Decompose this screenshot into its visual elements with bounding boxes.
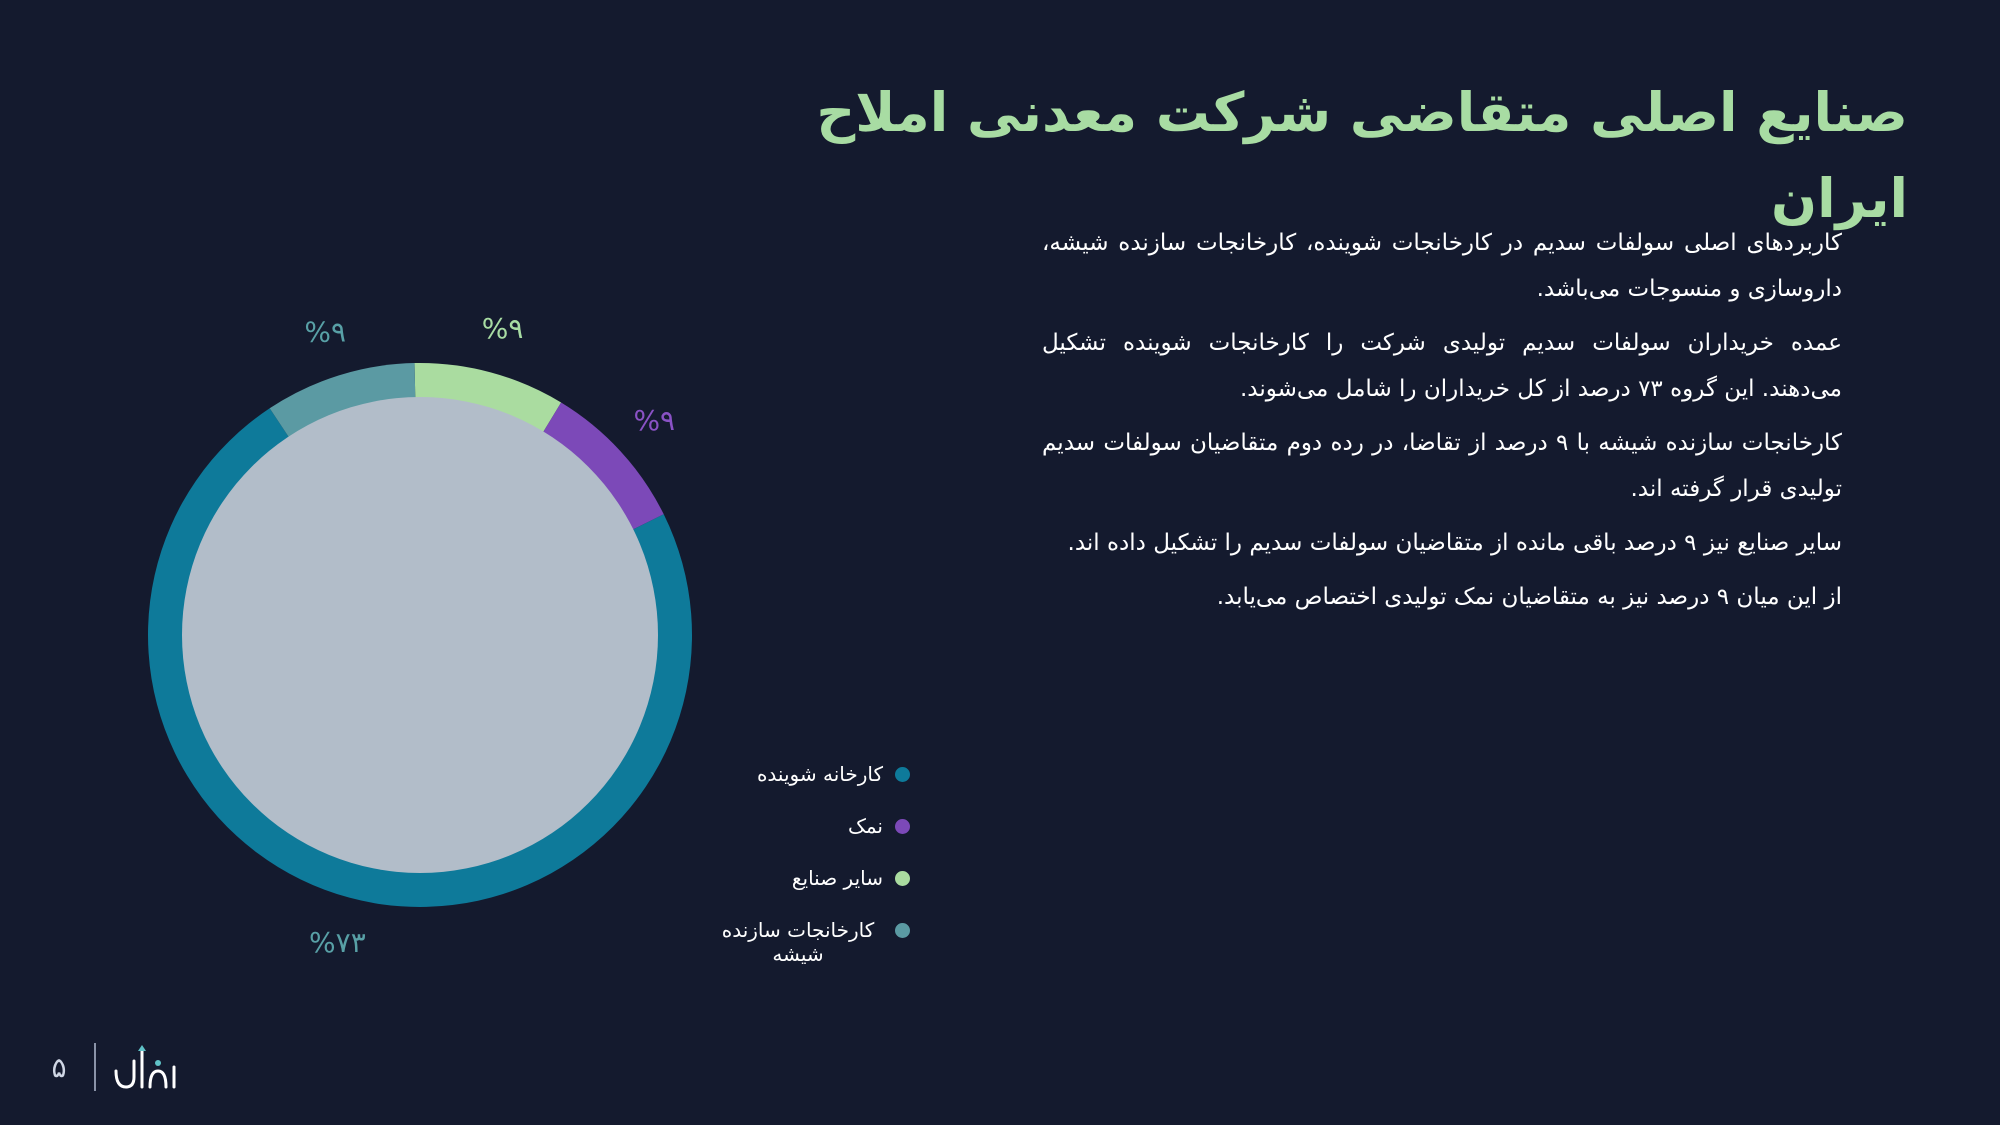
legend-marker	[895, 819, 910, 834]
page-number: ۵	[51, 1050, 67, 1084]
legend-label: نمک	[847, 814, 883, 838]
footer-divider	[94, 1043, 96, 1091]
legend-marker	[895, 767, 910, 782]
legend-item	[690, 866, 910, 890]
legend-label: کارخانجات سازنده شیشه	[721, 918, 875, 966]
chart-legend	[690, 762, 910, 994]
paragraph: کارخانجات سازنده شیشه با ۹ درصد از تقاضا، در رده دوم متقاضیان سولفات سدیم تولیدی قرار گرفته اند.	[1042, 430, 1842, 502]
legend-item	[690, 814, 910, 838]
paragraph: سایر صنایع نیز ۹ درصد باقی مانده از متقاضیان سولفات سدیم را تشکیل داده اند.	[1067, 530, 1842, 556]
donut-center	[182, 397, 658, 873]
company-logo-icon	[112, 1041, 176, 1093]
paragraph: کاربردهای اصلی سولفات سدیم در کارخانجات شوینده، کارخانجات سازنده شیشه، داروسازی و منسوجات می‌باشد.	[1042, 230, 1842, 302]
body-text	[1042, 220, 1842, 628]
legend-marker	[895, 871, 910, 886]
slide-title: صنایع اصلی متقاضی شرکت معدنی املاح ایران	[816, 81, 1908, 230]
data-label: %۹	[481, 311, 524, 345]
paragraph: از این میان ۹ درصد نیز به متقاضیان نمک تولیدی اختصاص می‌یابد.	[1216, 584, 1842, 610]
legend-item	[690, 762, 910, 786]
legend-label: کارخانه شوینده	[756, 762, 883, 786]
data-label: %۹	[304, 315, 347, 349]
paragraph: عمده خریداران سولفات سدیم تولیدی شرکت را کارخانجات شوینده تشکیل می‌دهند. این گروه ۷۳ درصد از کل خریداران را شامل می‌شوند.	[1042, 330, 1842, 402]
data-label: %۷۳	[309, 926, 366, 960]
legend-marker	[895, 923, 910, 938]
legend-label: سایر صنایع	[791, 866, 883, 890]
legend-item	[690, 918, 910, 966]
footer	[44, 1039, 176, 1095]
data-label: %۹	[633, 403, 676, 437]
